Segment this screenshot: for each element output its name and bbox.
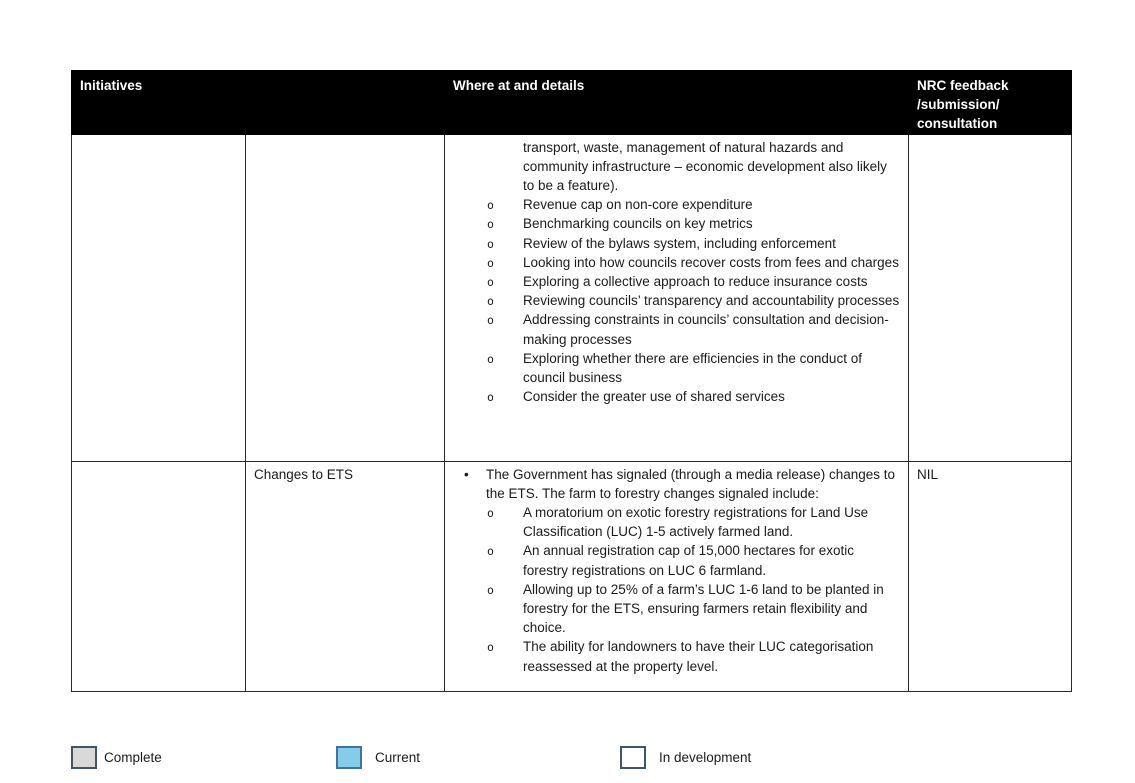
- list-item: [453, 291, 900, 310]
- table-header-row: [72, 71, 1072, 135]
- initiative-cell: Changes to ETS: [246, 461, 445, 691]
- circle-bullet-icon: o: [487, 506, 494, 521]
- circle-bullet-icon: o: [487, 255, 494, 270]
- list-item-text: Looking into how councils recover costs from fees and charges: [523, 254, 899, 270]
- circle-bullet-icon: o: [487, 351, 494, 366]
- list-item: [453, 310, 900, 348]
- initiative-group-cell: [72, 134, 246, 461]
- list-item-text: Exploring whether there are efficiencies in the conduct of council business: [523, 350, 862, 386]
- circle-bullet-icon: o: [487, 390, 494, 405]
- list-item: [453, 541, 900, 579]
- list-item-text: Reviewing councils’ transparency and accountability processes: [523, 293, 900, 309]
- circle-bullet-icon: o: [487, 313, 494, 328]
- list-item-text: The Government has signaled (through a media release) changes to the ETS. The farm to forestry changes signaled include:: [486, 466, 895, 501]
- header-where-at-and-details: Where at and details: [445, 71, 909, 135]
- details-cell: [445, 461, 909, 691]
- in-development-status-label: In development: [659, 750, 752, 765]
- disc-bullet-icon: •: [464, 466, 469, 482]
- initiatives-table: [71, 70, 1072, 692]
- header-initiatives: Initiatives: [72, 71, 445, 135]
- list-item-continuation: transport, waste, management of natural hazards and community infrastructure – economic development also likely to be a feature).: [523, 139, 887, 194]
- list-item-text: Revenue cap on non-core expenditure: [523, 197, 753, 213]
- table-row: [72, 461, 1072, 691]
- complete-status-label: Complete: [104, 750, 162, 765]
- details-cell: [445, 134, 909, 461]
- feedback-cell: NIL: [909, 461, 1072, 691]
- list-item-text: The ability for landowners to have their LUC categorisation reassessed at the property level.: [523, 639, 874, 674]
- current-status-swatch: [336, 746, 362, 769]
- initiative-cell: [246, 134, 445, 461]
- list-item-text: Review of the bylaws system, including enforcement: [523, 235, 836, 251]
- in-development-status-swatch: [620, 746, 646, 769]
- circle-bullet-icon: o: [487, 294, 494, 309]
- list-item: [453, 503, 900, 541]
- initiative-group-cell: [72, 461, 246, 691]
- list-item: [453, 637, 900, 675]
- list-item-text: Benchmarking councils on key metrics: [523, 216, 753, 232]
- list-item: [453, 580, 900, 638]
- complete-status-swatch: [71, 746, 97, 769]
- table-row: [72, 134, 1072, 461]
- circle-bullet-icon: o: [487, 217, 494, 232]
- list-item-text: Consider the greater use of shared services: [523, 389, 785, 405]
- list-item-text: An annual registration cap of 15,000 hectares for exotic forestry registrations on LUC 6 farmland.: [523, 543, 854, 578]
- circle-bullet-icon: o: [487, 275, 494, 290]
- circle-bullet-icon: o: [487, 236, 494, 251]
- list-item-text: Addressing constraints in councils’ consultation and decision-making processes: [523, 312, 889, 347]
- circle-bullet-icon: o: [487, 198, 494, 213]
- list-item: [453, 195, 900, 214]
- circle-bullet-icon: o: [487, 640, 494, 655]
- list-item: [453, 272, 900, 291]
- circle-bullet-icon: o: [487, 544, 494, 559]
- header-nrc-feedback: NRC feedback /submission/ consultation: [909, 71, 1072, 135]
- list-item-text: Allowing up to 25% of a farm’s LUC 1-6 land to be planted in forestry for the ETS, ensuring farmers retain flexibility and choice.: [523, 581, 884, 636]
- current-status-label: Current: [375, 750, 421, 765]
- list-item: [453, 465, 900, 503]
- circle-bullet-icon: o: [487, 582, 494, 597]
- list-item: [453, 214, 900, 233]
- list-item: [453, 387, 900, 406]
- list-item: [453, 349, 900, 387]
- list-item-text: A moratorium on exotic forestry registrations for Land Use Classification (LUC) 1-5 actively farmed land.: [523, 505, 869, 540]
- feedback-cell: [909, 134, 1072, 461]
- list-item: [453, 253, 900, 272]
- list-item-text: Exploring a collective approach to reduce insurance costs: [523, 274, 868, 290]
- list-item: [453, 234, 900, 253]
